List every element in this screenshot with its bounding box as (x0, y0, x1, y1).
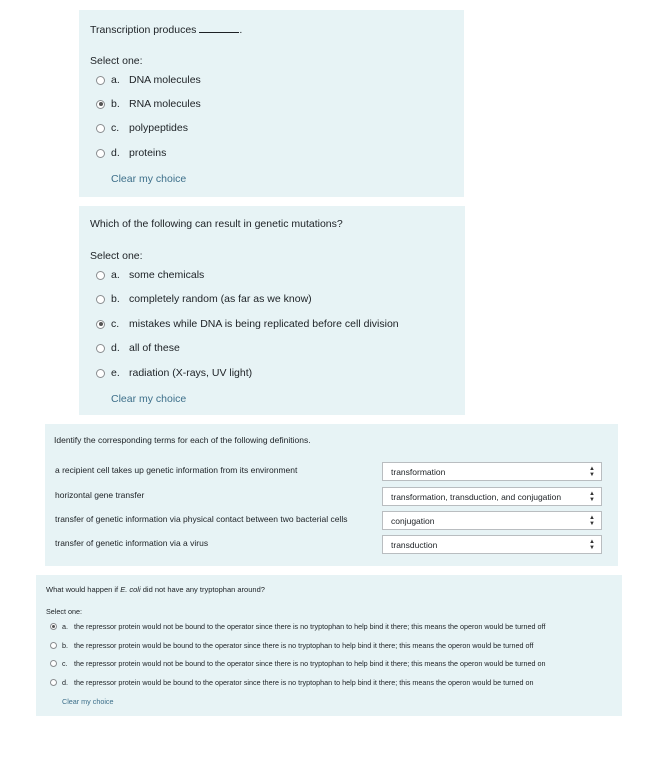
option-text: proteins (129, 147, 167, 159)
select-one-label: Select one: (90, 250, 143, 262)
question-card-3 (45, 424, 618, 566)
option-text: completely random (as far as we know) (129, 293, 312, 305)
option-letter: a. (62, 622, 68, 631)
radio-button-selected[interactable] (96, 100, 105, 109)
option-text: all of these (129, 342, 180, 354)
option-letter: e. (111, 367, 120, 379)
option-text: the repressor protein would not be bound to the operator since there is no tryptophan to help bind it there; this means the operon would be turned off (74, 622, 546, 631)
select-arrows-icon: ▲ ▼ (589, 465, 595, 478)
option-b[interactable] (96, 98, 201, 110)
radio-button[interactable] (96, 295, 105, 304)
option-text: polypeptides (129, 122, 188, 134)
option-text: radiation (X-rays, UV light) (129, 367, 253, 379)
option-c[interactable] (96, 122, 188, 134)
option-letter: c. (111, 122, 120, 134)
clear-choice-link[interactable]: Clear my choice (111, 173, 187, 185)
option-b[interactable] (96, 293, 312, 305)
option-text: the repressor protein would not be bound to the operator since there is no tryptophan to help bind it there; this means the operon would be turned on (74, 659, 546, 668)
radio-button[interactable] (96, 369, 105, 378)
question-card-4 (36, 575, 622, 716)
question-text: Identify the corresponding terms for each of the following definitions. (54, 435, 311, 445)
option-text: some chemicals (129, 269, 205, 281)
option-e[interactable] (96, 367, 252, 379)
option-b[interactable] (50, 641, 533, 650)
radio-button-selected[interactable] (96, 320, 105, 329)
option-d[interactable] (50, 678, 534, 687)
option-c[interactable] (50, 659, 546, 668)
selected-term: transformation, transduction, and conjugation (391, 491, 562, 502)
select-one-label: Select one: (46, 607, 82, 616)
select-one-label: Select one: (90, 55, 143, 67)
option-a[interactable] (96, 74, 201, 86)
option-letter: c. (111, 318, 120, 330)
radio-button[interactable] (50, 642, 57, 649)
question-text: Transcription produces . (90, 24, 243, 36)
term-select-2[interactable] (382, 487, 602, 506)
question-text: Which of the following can result in genetic mutations? (90, 218, 343, 230)
option-letter: b. (111, 98, 120, 110)
option-letter: b. (111, 293, 120, 305)
select-arrows-icon: ▲ ▼ (589, 490, 595, 503)
selected-term: conjugation (391, 515, 435, 526)
option-letter: d. (111, 147, 120, 159)
question-text-suffix: did not have any tryptophan around? (140, 585, 265, 594)
option-text: the repressor protein would be bound to the operator since there is no tryptophan to help bind it there; this means the operon would be turned off (74, 641, 534, 650)
answer-blank (199, 23, 239, 33)
radio-button[interactable] (96, 149, 105, 158)
selected-term: transformation (391, 466, 446, 477)
definition-1: a recipient cell takes up genetic information from its environment (55, 465, 298, 475)
clear-choice-link[interactable]: Clear my choice (111, 393, 187, 405)
radio-button[interactable] (50, 679, 57, 686)
selected-term: transduction (391, 539, 438, 550)
term-select-1[interactable] (382, 462, 602, 481)
term-select-4[interactable] (382, 535, 602, 554)
definition-2: horizontal gene transfer (55, 490, 145, 500)
option-text: the repressor protein would be bound to the operator since there is no tryptophan to help bind it there; this means the operon would be turned on (74, 678, 534, 687)
option-letter: d. (62, 678, 68, 687)
option-letter: b. (62, 641, 68, 650)
option-text: mistakes while DNA is being replicated before cell division (129, 318, 399, 330)
question-text-prefix: What would happen if (46, 585, 121, 594)
option-c[interactable] (96, 318, 399, 330)
radio-button[interactable] (50, 660, 57, 667)
option-letter: d. (111, 342, 120, 354)
radio-button[interactable] (96, 271, 105, 280)
option-text: DNA molecules (129, 74, 201, 86)
select-arrows-icon: ▲ ▼ (589, 538, 595, 551)
option-a[interactable] (50, 622, 545, 631)
option-letter: a. (111, 74, 120, 86)
option-letter: a. (111, 269, 120, 281)
select-arrows-icon: ▲ ▼ (589, 514, 595, 527)
question-text-label: Transcription produces (90, 24, 197, 36)
clear-choice-link[interactable]: Clear my choice (62, 697, 114, 706)
question-text (46, 585, 265, 594)
radio-button[interactable] (96, 344, 105, 353)
definition-4: transfer of genetic information via a virus (55, 538, 209, 548)
option-letter: c. (62, 659, 68, 668)
radio-button-selected[interactable] (50, 623, 57, 630)
question-card-2 (79, 206, 465, 415)
organism-name: E. coli (120, 585, 141, 594)
option-d[interactable] (96, 147, 166, 159)
option-text: RNA molecules (129, 98, 201, 110)
term-select-3[interactable] (382, 511, 602, 530)
option-d[interactable] (96, 342, 180, 354)
radio-button[interactable] (96, 76, 105, 85)
radio-button[interactable] (96, 124, 105, 133)
question-card-1 (79, 10, 464, 197)
option-a[interactable] (96, 269, 204, 281)
definition-3: transfer of genetic information via physical contact between two bacterial cells (55, 514, 348, 524)
